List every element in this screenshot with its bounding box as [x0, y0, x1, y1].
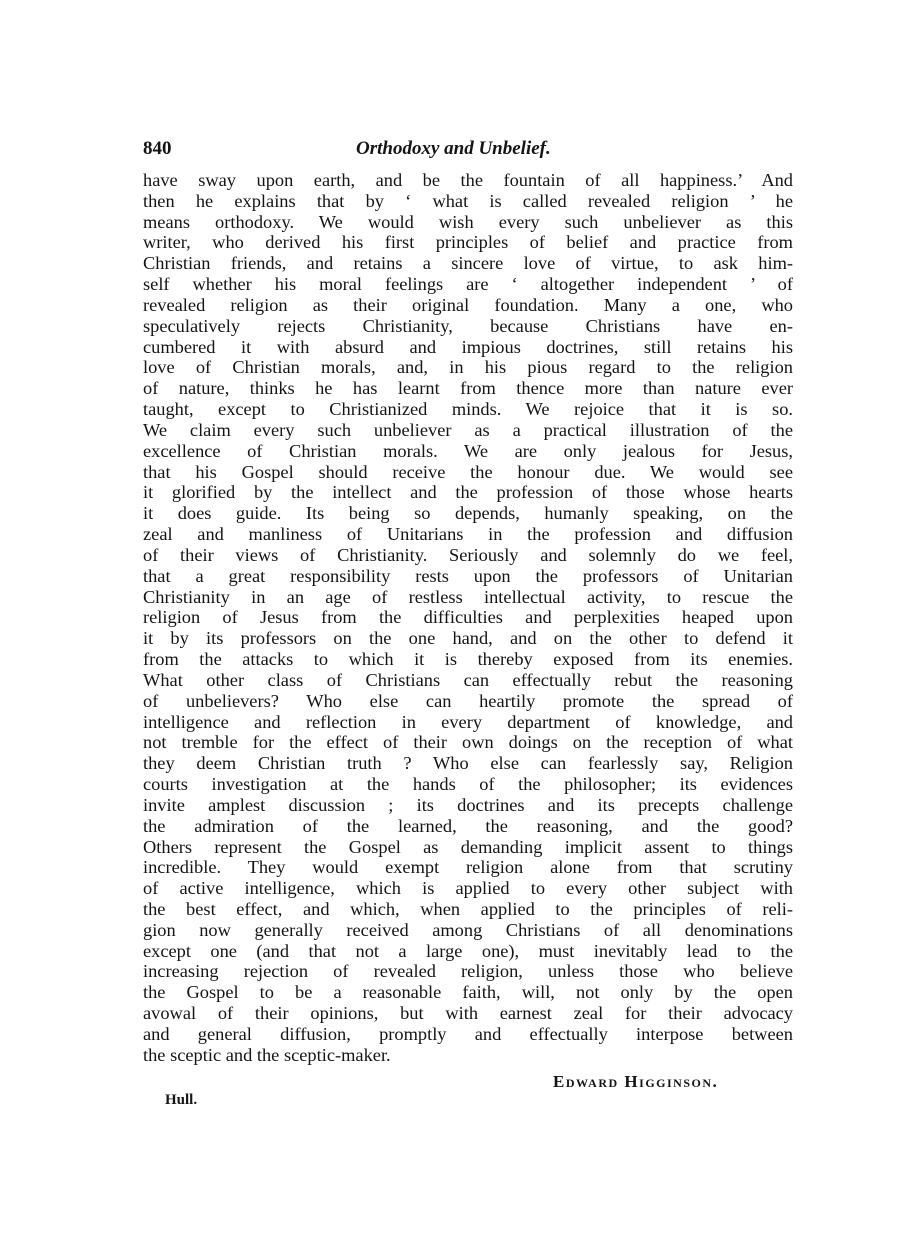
text-line: writer, who derived his first principles of belief and practice from	[143, 232, 793, 253]
text-line: have sway upon earth, and be the fountain of all happiness.’ And	[143, 170, 793, 190]
text-line: from the attacks to which it is thereby exposed from its enemies.	[143, 649, 793, 670]
text-line: intelligence and reflection in every department of knowledge, and	[143, 711, 793, 732]
running-title: Orthodoxy and Unbelief.	[356, 138, 551, 159]
text-line: of active intelligence, which is applied to every other subject with	[143, 878, 793, 899]
text-line: Others represent the Gospel as demanding implicit assent to things	[143, 836, 793, 857]
text-line: speculatively rejects Christianity, because Christians have en-	[143, 315, 793, 336]
text-line: incredible. They would exempt religion alone from that scrutiny	[143, 857, 793, 878]
text-line: revealed religion as their original foundation. Many a one, who	[143, 294, 793, 315]
text-line: of unbelievers? Who else can heartily promote the spread of	[143, 690, 793, 711]
text-line: the sceptic and the sceptic-maker.	[143, 1044, 391, 1065]
text-line: of nature, thinks he has learnt from thence more than nature ever	[143, 378, 793, 399]
text-line: means orthodoxy. We would wish every such unbeliever as this	[143, 211, 793, 232]
author-signature: Edward Higginson.	[553, 1072, 719, 1091]
place-name: Hull.	[165, 1092, 198, 1108]
text-line: that his Gospel should receive the honour due. We would see	[143, 461, 793, 482]
text-line: the best effect, and which, when applied to the principles of reli-	[143, 898, 793, 919]
text-line: zeal and manliness of Unitarians in the profession and diffusion	[143, 524, 793, 545]
text-line: they deem Christian truth ? Who else can fearlessly say, Religion	[143, 753, 793, 774]
text-line: courts investigation at the hands of the philosopher; its evidences	[143, 774, 793, 795]
text-line: it does guide. Its being so depends, humanly speaking, on the	[143, 503, 793, 524]
text-line: and general diffusion, promptly and effectually interpose between	[143, 1023, 793, 1044]
text-line: the admiration of the learned, the reasoning, and the good?	[143, 815, 793, 836]
text-line: the Gospel to be a reasonable faith, will, not only by the open	[143, 982, 793, 1003]
text-line: not tremble for the effect of their own doings on the reception of what	[143, 732, 793, 753]
text-line: of their views of Christianity. Seriously and solemnly do we feel,	[143, 544, 793, 565]
text-line: cumbered it with absurd and impious doctrines, still retains his	[143, 336, 793, 357]
text-line: increasing rejection of revealed religion, unless those who believe	[143, 961, 793, 982]
text-line: taught, except to Christianized minds. We rejoice that it is so.	[143, 399, 793, 420]
text-line: What other class of Christians can effectually rebut the reasoning	[143, 669, 793, 690]
text-line: it glorified by the intellect and the profession of those whose hearts	[143, 482, 793, 503]
text-line: except one (and that not a large one), must inevitably lead to the	[143, 940, 793, 961]
text-line: invite amplest discussion ; its doctrines and its precepts challenge	[143, 794, 793, 815]
text-line: avowal of their opinions, but with earnest zeal for their advocacy	[143, 1003, 793, 1024]
body-paragraph	[143, 170, 793, 1066]
text-line: self whether his moral feelings are ‘ altogether independent ’ of	[143, 274, 793, 295]
text-line: gion now generally received among Christians of all denominations	[143, 919, 793, 940]
text-line: excellence of Christian morals. We are only jealous for Jesus,	[143, 440, 793, 461]
text-line: religion of Jesus from the difficulties and perplexities heaped upon	[143, 607, 793, 628]
text-line: it by its professors on the one hand, and on the other to defend it	[143, 628, 793, 649]
text-line: Christian friends, and retains a sincere love of virtue, to ask him-	[143, 253, 793, 274]
page-number: 840	[143, 138, 172, 159]
text-line: that a great responsibility rests upon the professors of Unitarian	[143, 565, 793, 586]
text-line: love of Christian morals, and, in his pious regard to the religion	[143, 357, 793, 378]
text-line: Christianity in an age of restless intellectual activity, to rescue the	[143, 586, 793, 607]
text-line: then he explains that by ‘ what is called revealed religion ’ he	[143, 190, 793, 211]
page-header	[143, 138, 793, 162]
text-line: We claim every such unbeliever as a practical illustration of the	[143, 419, 793, 440]
